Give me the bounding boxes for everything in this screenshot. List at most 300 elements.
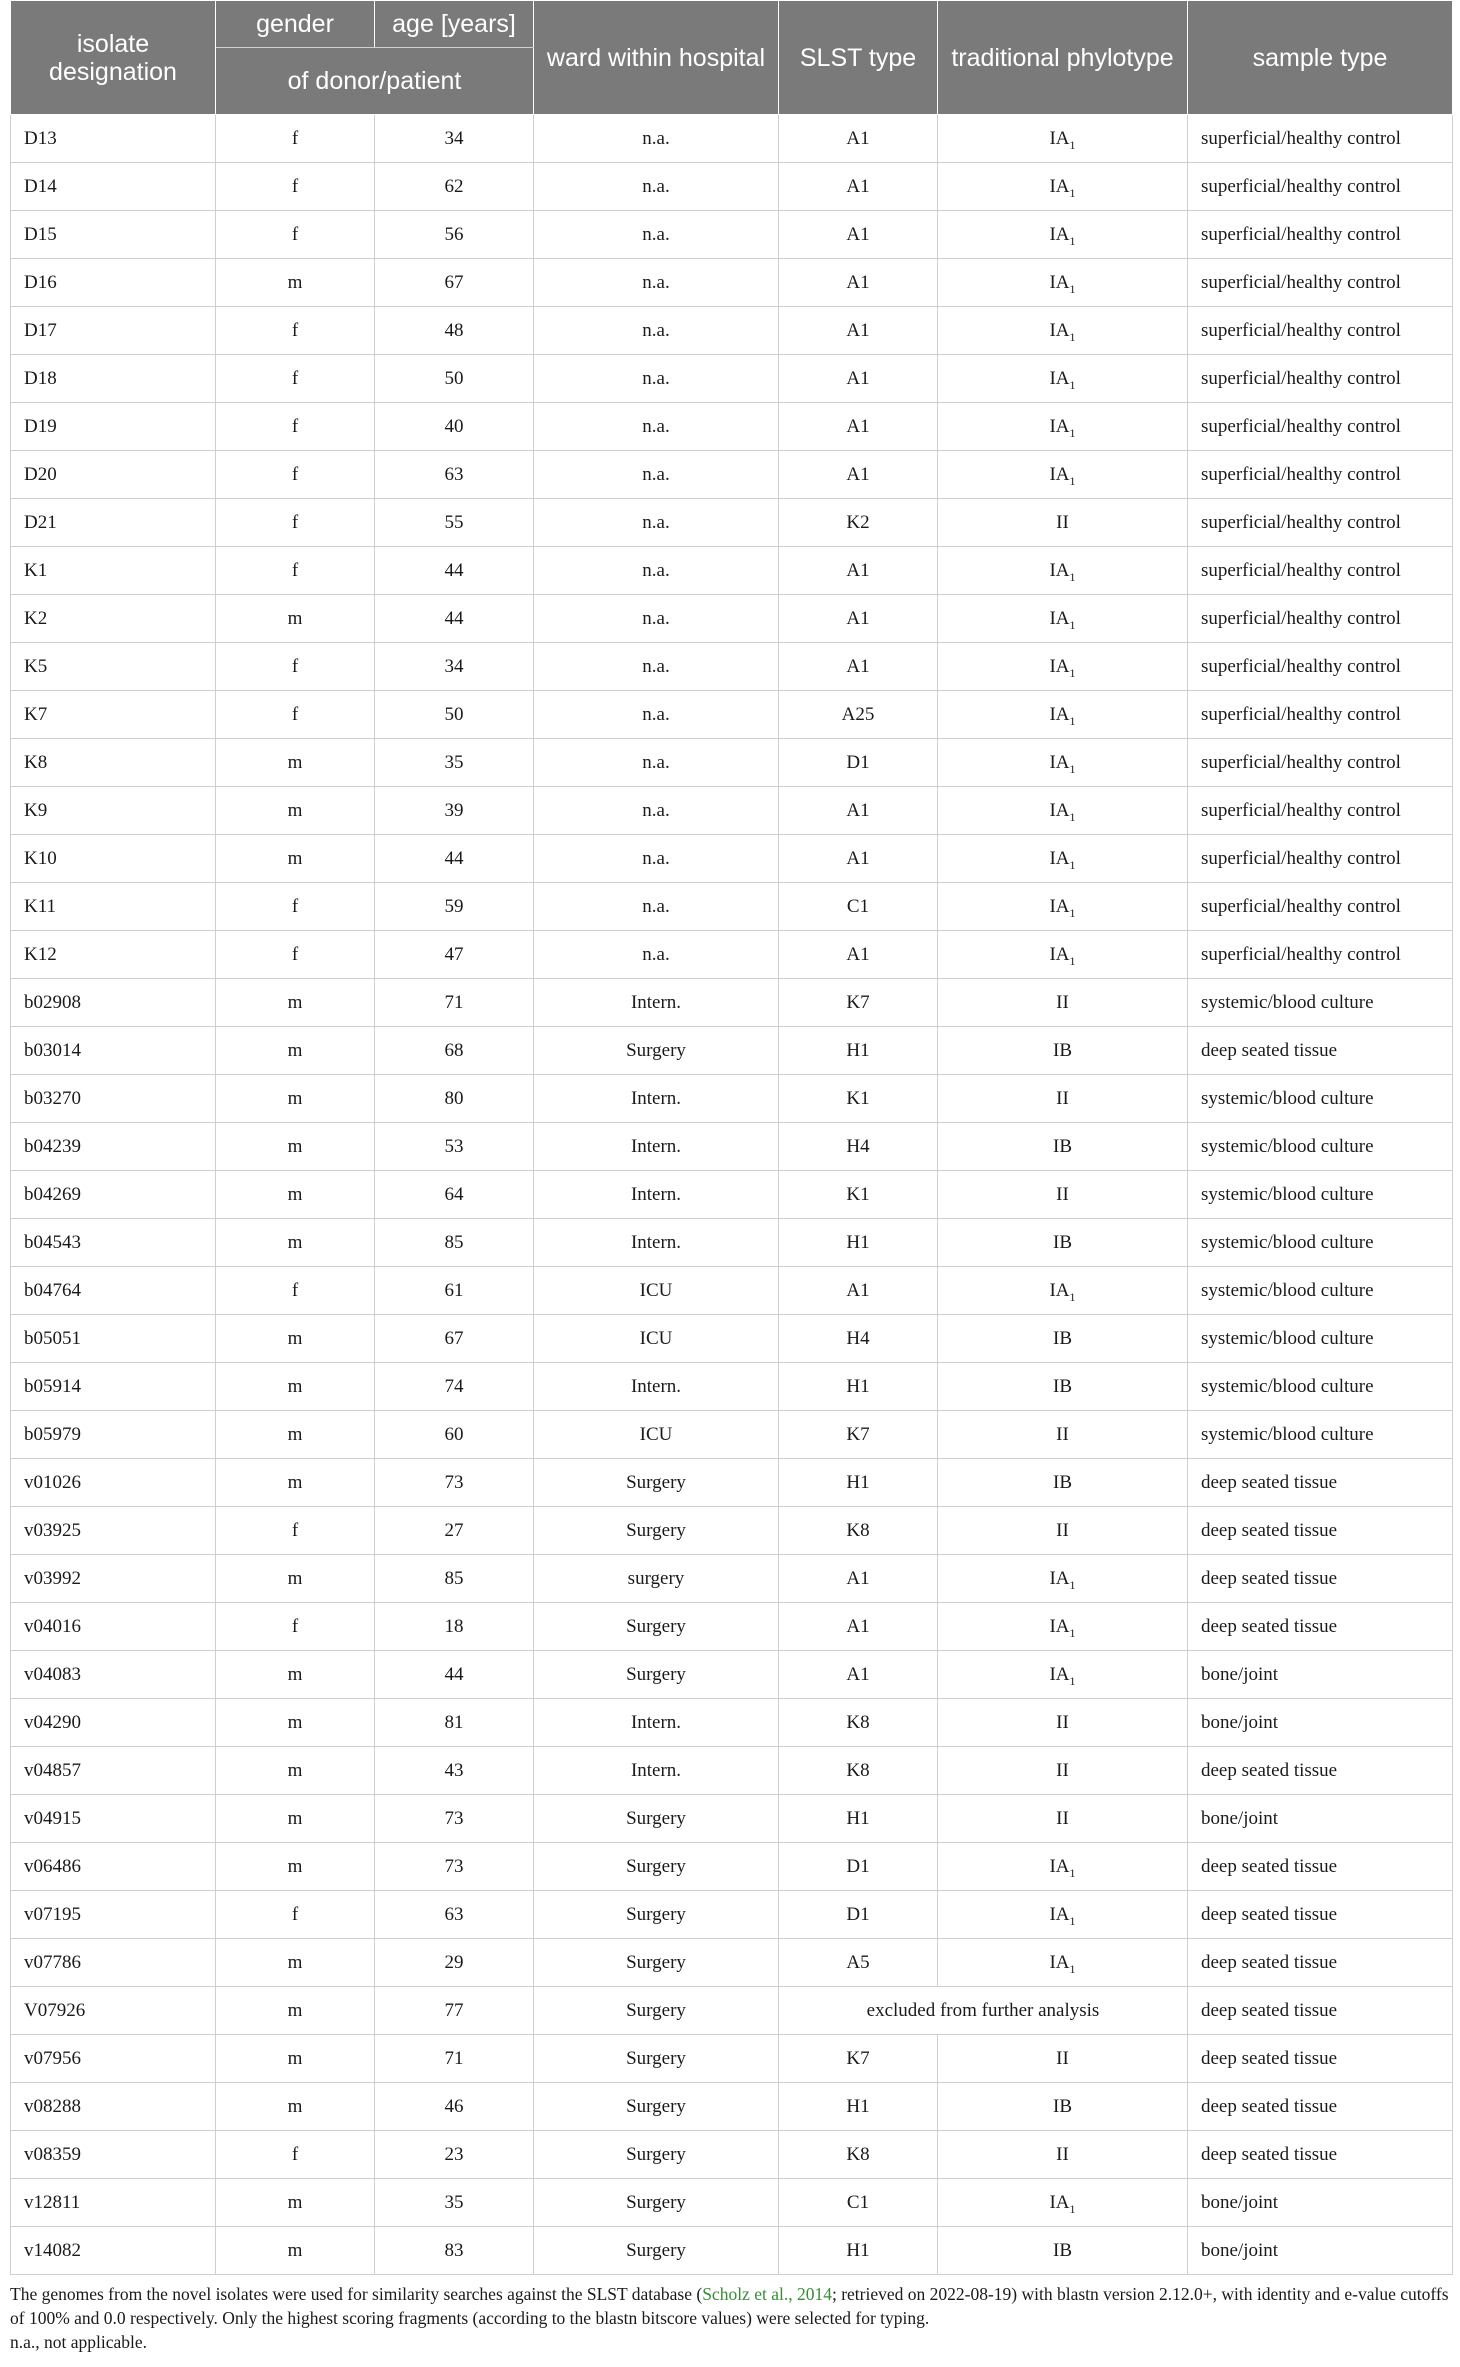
table-row — [11, 1219, 1453, 1267]
cell-phylotype: $IA_1$ — [938, 355, 1188, 403]
cell-slst: K1 — [779, 1075, 938, 1123]
phylotype-subscript: 1 — [1069, 761, 1076, 776]
cell-slst: A1 — [779, 787, 938, 835]
cell-age: 18 — [375, 1603, 534, 1651]
cell-ward: n.a. — [534, 403, 779, 451]
cell-slst: A1 — [779, 1603, 938, 1651]
table-row — [11, 643, 1453, 691]
cell-ward: Surgery — [534, 1891, 779, 1939]
cell-isolate: K1 — [11, 547, 216, 595]
cell-phylotype: $IA_1$ — [938, 451, 1188, 499]
cell-ward: Surgery — [534, 2035, 779, 2083]
table-row — [11, 1651, 1453, 1699]
cell-age: 35 — [375, 739, 534, 787]
cell-ward: Surgery — [534, 2083, 779, 2131]
cell-isolate: K5 — [11, 643, 216, 691]
cell-phylotype: $IA_1$ — [938, 835, 1188, 883]
cell-isolate: b04543 — [11, 1219, 216, 1267]
cell-gender: m — [216, 2179, 375, 2227]
phylotype-subscript: 1 — [1069, 2201, 1076, 2216]
cell-age: 56 — [375, 211, 534, 259]
cell-gender: f — [216, 403, 375, 451]
cell-isolate: D15 — [11, 211, 216, 259]
cell-gender: m — [216, 835, 375, 883]
table-row — [11, 1795, 1453, 1843]
cell-isolate: v04083 — [11, 1651, 216, 1699]
cell-slst: D1 — [779, 1843, 938, 1891]
table-row — [11, 1747, 1453, 1795]
cell-isolate: v03925 — [11, 1507, 216, 1555]
cell-phylotype: IB — [938, 1123, 1188, 1171]
cell-ward: n.a. — [534, 883, 779, 931]
cell-gender: m — [216, 1411, 375, 1459]
header-slst-type: SLST type — [779, 1, 938, 115]
cell-ward: Surgery — [534, 1507, 779, 1555]
phylotype-subscript: 1 — [1069, 1673, 1076, 1688]
cell-sample-type: deep seated tissue — [1188, 1747, 1453, 1795]
cell-sample-type: superficial/healthy control — [1188, 355, 1453, 403]
cell-sample-type: deep seated tissue — [1188, 1027, 1453, 1075]
phylotype-subscript: 1 — [1069, 1289, 1076, 1304]
cell-ward: Intern. — [534, 1171, 779, 1219]
cell-phylotype: IB — [938, 1219, 1188, 1267]
cell-sample-type: superficial/healthy control — [1188, 835, 1453, 883]
cell-phylotype: $IA_1$ — [938, 1267, 1188, 1315]
cell-sample-type: deep seated tissue — [1188, 1555, 1453, 1603]
table-row — [11, 1027, 1453, 1075]
table-row — [11, 2227, 1453, 2275]
cell-slst: D1 — [779, 1891, 938, 1939]
cell-ward: n.a. — [534, 787, 779, 835]
cell-age: 27 — [375, 1507, 534, 1555]
phylotype-subscript: 1 — [1069, 905, 1076, 920]
cell-ward: Intern. — [534, 979, 779, 1027]
cell-gender: m — [216, 1027, 375, 1075]
table-row — [11, 211, 1453, 259]
cell-age: 68 — [375, 1027, 534, 1075]
cell-age: 64 — [375, 1171, 534, 1219]
cell-sample-type: systemic/blood culture — [1188, 1411, 1453, 1459]
cell-isolate: K11 — [11, 883, 216, 931]
cell-age: 55 — [375, 499, 534, 547]
cell-age: 71 — [375, 979, 534, 1027]
cell-phylotype: II — [938, 979, 1188, 1027]
cell-phylotype: II — [938, 499, 1188, 547]
cell-gender: m — [216, 1987, 375, 2035]
cell-isolate: v07956 — [11, 2035, 216, 2083]
cell-isolate: v04016 — [11, 1603, 216, 1651]
cell-sample-type: bone/joint — [1188, 2179, 1453, 2227]
cell-ward: n.a. — [534, 595, 779, 643]
cell-isolate: D14 — [11, 163, 216, 211]
cell-isolate: v04290 — [11, 1699, 216, 1747]
cell-age: 34 — [375, 115, 534, 163]
cell-ward: n.a. — [534, 451, 779, 499]
cell-slst: A1 — [779, 1651, 938, 1699]
table-row — [11, 1507, 1453, 1555]
cell-slst: H4 — [779, 1123, 938, 1171]
cell-slst: H1 — [779, 1219, 938, 1267]
cell-sample-type: superficial/healthy control — [1188, 211, 1453, 259]
table-row — [11, 1171, 1453, 1219]
cell-isolate: v12811 — [11, 2179, 216, 2227]
cell-age: 39 — [375, 787, 534, 835]
phylotype-subscript: 1 — [1069, 233, 1076, 248]
cell-gender: f — [216, 931, 375, 979]
cell-age: 29 — [375, 1939, 534, 1987]
cell-sample-type: deep seated tissue — [1188, 1939, 1453, 1987]
table-row — [11, 1075, 1453, 1123]
footnote-abbreviation: n.a., not applicable. — [10, 2332, 148, 2352]
cell-sample-type: bone/joint — [1188, 1795, 1453, 1843]
cell-phylotype: II — [938, 2035, 1188, 2083]
cell-gender: f — [216, 1267, 375, 1315]
cell-phylotype: IB — [938, 2227, 1188, 2275]
cell-isolate: v07786 — [11, 1939, 216, 1987]
cell-gender: m — [216, 1315, 375, 1363]
cell-slst: H1 — [779, 1459, 938, 1507]
phylotype-subscript: 1 — [1069, 473, 1076, 488]
cell-sample-type: superficial/healthy control — [1188, 307, 1453, 355]
cell-age: 77 — [375, 1987, 534, 2035]
cell-slst: A1 — [779, 931, 938, 979]
cell-isolate: v08288 — [11, 2083, 216, 2131]
cell-slst: A1 — [779, 643, 938, 691]
cell-slst: D1 — [779, 739, 938, 787]
table-header — [11, 1, 1453, 115]
cell-age: 34 — [375, 643, 534, 691]
phylotype-subscript: 1 — [1069, 1577, 1076, 1592]
cell-age: 35 — [375, 2179, 534, 2227]
header-gender: gender — [216, 1, 375, 48]
cell-age: 73 — [375, 1795, 534, 1843]
cell-slst: K8 — [779, 1507, 938, 1555]
cell-phylotype: $IA_1$ — [938, 931, 1188, 979]
cell-phylotype: $IA_1$ — [938, 1555, 1188, 1603]
cell-age: 81 — [375, 1699, 534, 1747]
table-row — [11, 835, 1453, 883]
phylotype-subscript: 1 — [1069, 1913, 1076, 1928]
table-row — [11, 1459, 1453, 1507]
cell-slst: H4 — [779, 1315, 938, 1363]
table-row — [11, 787, 1453, 835]
cell-ward: ICU — [534, 1411, 779, 1459]
cell-ward: Surgery — [534, 1795, 779, 1843]
cell-age: 60 — [375, 1411, 534, 1459]
cell-age: 50 — [375, 691, 534, 739]
phylotype-subscript: 1 — [1069, 617, 1076, 632]
table-row — [11, 1603, 1453, 1651]
cell-gender: m — [216, 2083, 375, 2131]
cell-isolate: D19 — [11, 403, 216, 451]
cell-sample-type: deep seated tissue — [1188, 1459, 1453, 1507]
cell-sample-type: bone/joint — [1188, 1699, 1453, 1747]
cell-gender: m — [216, 259, 375, 307]
cell-isolate: v06486 — [11, 1843, 216, 1891]
cell-isolate: K9 — [11, 787, 216, 835]
header-phylotype: traditional phylotype — [938, 1, 1188, 115]
cell-age: 43 — [375, 1747, 534, 1795]
cell-isolate: v08359 — [11, 2131, 216, 2179]
cell-age: 83 — [375, 2227, 534, 2275]
table-row — [11, 163, 1453, 211]
cell-phylotype: $IA_1$ — [938, 643, 1188, 691]
cell-gender: m — [216, 1123, 375, 1171]
cell-age: 44 — [375, 595, 534, 643]
header-ward: ward within hospital — [534, 1, 779, 115]
cell-slst: H1 — [779, 1795, 938, 1843]
cell-gender: m — [216, 1939, 375, 1987]
cell-excluded-note: excluded from further analysis — [779, 1987, 1188, 2035]
cell-phylotype: IB — [938, 2083, 1188, 2131]
cell-ward: surgery — [534, 1555, 779, 1603]
phylotype-subscript: 1 — [1069, 953, 1076, 968]
cell-sample-type: superficial/healthy control — [1188, 451, 1453, 499]
cell-gender: m — [216, 1459, 375, 1507]
cell-isolate: b04764 — [11, 1267, 216, 1315]
cell-ward: Intern. — [534, 1075, 779, 1123]
table-row — [11, 1315, 1453, 1363]
cell-isolate: v07195 — [11, 1891, 216, 1939]
cell-ward: Surgery — [534, 1987, 779, 2035]
cell-ward: Intern. — [534, 1219, 779, 1267]
cell-ward: ICU — [534, 1267, 779, 1315]
cell-age: 62 — [375, 163, 534, 211]
cell-ward: ICU — [534, 1315, 779, 1363]
cell-gender: f — [216, 115, 375, 163]
table-row — [11, 1555, 1453, 1603]
cell-ward: Surgery — [534, 2179, 779, 2227]
table-row — [11, 259, 1453, 307]
cell-slst: K1 — [779, 1171, 938, 1219]
cell-sample-type: deep seated tissue — [1188, 1843, 1453, 1891]
cell-sample-type: bone/joint — [1188, 1651, 1453, 1699]
table-row — [11, 931, 1453, 979]
cell-slst: A25 — [779, 691, 938, 739]
cell-slst: A1 — [779, 595, 938, 643]
cell-isolate: b03014 — [11, 1027, 216, 1075]
cell-age: 23 — [375, 2131, 534, 2179]
table-row — [11, 547, 1453, 595]
cell-phylotype: $IA_1$ — [938, 1939, 1188, 1987]
cell-isolate: v01026 — [11, 1459, 216, 1507]
phylotype-subscript: 1 — [1069, 569, 1076, 584]
phylotype-subscript: 1 — [1069, 281, 1076, 296]
cell-sample-type: systemic/blood culture — [1188, 1267, 1453, 1315]
cell-gender: m — [216, 1171, 375, 1219]
cell-sample-type: superficial/healthy control — [1188, 931, 1453, 979]
cell-ward: Surgery — [534, 1603, 779, 1651]
cell-ward: n.a. — [534, 163, 779, 211]
cell-gender: f — [216, 451, 375, 499]
cell-phylotype: $IA_1$ — [938, 259, 1188, 307]
cell-phylotype: IB — [938, 1027, 1188, 1075]
cell-isolate: D18 — [11, 355, 216, 403]
cell-ward: Intern. — [534, 1699, 779, 1747]
table-row — [11, 979, 1453, 1027]
cell-phylotype: $IA_1$ — [938, 691, 1188, 739]
header-sample-type: sample type — [1188, 1, 1453, 115]
cell-slst: K8 — [779, 1699, 938, 1747]
cell-phylotype: II — [938, 1795, 1188, 1843]
cell-age: 80 — [375, 1075, 534, 1123]
cell-gender: m — [216, 1555, 375, 1603]
cell-isolate: D17 — [11, 307, 216, 355]
cell-sample-type: superficial/healthy control — [1188, 883, 1453, 931]
cell-gender: f — [216, 1603, 375, 1651]
cell-age: 85 — [375, 1555, 534, 1603]
table-row — [11, 739, 1453, 787]
table-row — [11, 595, 1453, 643]
phylotype-subscript: 1 — [1069, 1625, 1076, 1640]
cell-isolate: K12 — [11, 931, 216, 979]
cell-gender: m — [216, 2227, 375, 2275]
phylotype-subscript: 1 — [1069, 857, 1076, 872]
cell-isolate: K2 — [11, 595, 216, 643]
cell-phylotype: II — [938, 2131, 1188, 2179]
cell-gender: m — [216, 1843, 375, 1891]
cell-isolate: K8 — [11, 739, 216, 787]
table-container — [10, 0, 1452, 2275]
cell-ward: Intern. — [534, 1363, 779, 1411]
cell-isolate: b04269 — [11, 1171, 216, 1219]
cell-slst: A1 — [779, 1555, 938, 1603]
cell-sample-type: deep seated tissue — [1188, 2035, 1453, 2083]
cell-age: 44 — [375, 1651, 534, 1699]
cell-ward: Surgery — [534, 1651, 779, 1699]
cell-age: 71 — [375, 2035, 534, 2083]
cell-isolate: D16 — [11, 259, 216, 307]
cell-isolate: v14082 — [11, 2227, 216, 2275]
cell-slst: A1 — [779, 355, 938, 403]
cell-sample-type: superficial/healthy control — [1188, 643, 1453, 691]
cell-phylotype: $IA_1$ — [938, 403, 1188, 451]
cell-sample-type: superficial/healthy control — [1188, 403, 1453, 451]
cell-phylotype: $IA_1$ — [938, 115, 1188, 163]
cell-gender: m — [216, 2035, 375, 2083]
cell-sample-type: superficial/healthy control — [1188, 595, 1453, 643]
cell-age: 73 — [375, 1843, 534, 1891]
cell-gender: f — [216, 643, 375, 691]
cell-age: 67 — [375, 1315, 534, 1363]
table-row — [11, 1939, 1453, 1987]
citation-link[interactable]: Scholz et al., 2014 — [702, 2284, 832, 2304]
cell-age: 40 — [375, 403, 534, 451]
phylotype-subscript: 1 — [1069, 425, 1076, 440]
cell-isolate: D13 — [11, 115, 216, 163]
cell-age: 63 — [375, 451, 534, 499]
header-donor-patient: of donor/patient — [216, 48, 534, 115]
cell-phylotype: $IA_1$ — [938, 547, 1188, 595]
cell-isolate: v03992 — [11, 1555, 216, 1603]
cell-gender: f — [216, 547, 375, 595]
cell-slst: A1 — [779, 259, 938, 307]
cell-slst: K7 — [779, 2035, 938, 2083]
isolates-table — [10, 0, 1453, 2275]
cell-ward: n.a. — [534, 115, 779, 163]
table-row — [11, 1123, 1453, 1171]
phylotype-subscript: 1 — [1069, 1961, 1076, 1976]
phylotype-subscript: 1 — [1069, 809, 1076, 824]
cell-gender: f — [216, 307, 375, 355]
cell-ward: Surgery — [534, 1939, 779, 1987]
cell-sample-type: systemic/blood culture — [1188, 1315, 1453, 1363]
cell-gender: m — [216, 1363, 375, 1411]
cell-gender: f — [216, 691, 375, 739]
cell-slst: A1 — [779, 1267, 938, 1315]
cell-phylotype: $IA_1$ — [938, 307, 1188, 355]
phylotype-subscript: 1 — [1069, 1865, 1076, 1880]
cell-isolate: D20 — [11, 451, 216, 499]
table-row — [11, 691, 1453, 739]
table-row — [11, 115, 1453, 163]
cell-phylotype: IB — [938, 1315, 1188, 1363]
cell-phylotype: IB — [938, 1363, 1188, 1411]
cell-slst: H1 — [779, 1363, 938, 1411]
cell-gender: m — [216, 1795, 375, 1843]
cell-age: 48 — [375, 307, 534, 355]
header-isolate-designation: isolate designation — [11, 1, 216, 115]
cell-age: 73 — [375, 1459, 534, 1507]
cell-slst: A1 — [779, 211, 938, 259]
cell-phylotype: $IA_1$ — [938, 1891, 1188, 1939]
cell-slst: A1 — [779, 451, 938, 499]
cell-age: 44 — [375, 835, 534, 883]
cell-ward: Surgery — [534, 1459, 779, 1507]
cell-sample-type: deep seated tissue — [1188, 1891, 1453, 1939]
cell-slst: C1 — [779, 883, 938, 931]
cell-isolate: K7 — [11, 691, 216, 739]
cell-phylotype: $IA_1$ — [938, 1603, 1188, 1651]
cell-phylotype: $IA_1$ — [938, 787, 1188, 835]
cell-isolate: v04857 — [11, 1747, 216, 1795]
cell-ward: n.a. — [534, 499, 779, 547]
cell-gender: f — [216, 211, 375, 259]
cell-sample-type: deep seated tissue — [1188, 1507, 1453, 1555]
cell-slst: K2 — [779, 499, 938, 547]
table-row — [11, 1891, 1453, 1939]
cell-sample-type: systemic/blood culture — [1188, 1075, 1453, 1123]
cell-isolate: b05979 — [11, 1411, 216, 1459]
cell-sample-type: superficial/healthy control — [1188, 739, 1453, 787]
phylotype-subscript: 1 — [1069, 329, 1076, 344]
phylotype-subscript: 1 — [1069, 377, 1076, 392]
table-row — [11, 1843, 1453, 1891]
cell-phylotype: II — [938, 1171, 1188, 1219]
cell-phylotype: $IA_1$ — [938, 163, 1188, 211]
cell-slst: A1 — [779, 547, 938, 595]
table-footnote — [10, 2282, 1452, 2354]
cell-age: 61 — [375, 1267, 534, 1315]
cell-slst: H1 — [779, 1027, 938, 1075]
phylotype-subscript: 1 — [1069, 713, 1076, 728]
table-row — [11, 451, 1453, 499]
cell-age: 67 — [375, 259, 534, 307]
table-row — [11, 1987, 1453, 2035]
cell-sample-type: superficial/healthy control — [1188, 787, 1453, 835]
cell-gender: f — [216, 499, 375, 547]
cell-slst: A1 — [779, 835, 938, 883]
cell-phylotype: II — [938, 1411, 1188, 1459]
cell-phylotype: $IA_1$ — [938, 595, 1188, 643]
cell-phylotype: II — [938, 1747, 1188, 1795]
table-row — [11, 355, 1453, 403]
cell-gender: m — [216, 1747, 375, 1795]
cell-gender: m — [216, 787, 375, 835]
cell-gender: m — [216, 1651, 375, 1699]
cell-sample-type: superficial/healthy control — [1188, 115, 1453, 163]
cell-phylotype: $IA_1$ — [938, 2179, 1188, 2227]
